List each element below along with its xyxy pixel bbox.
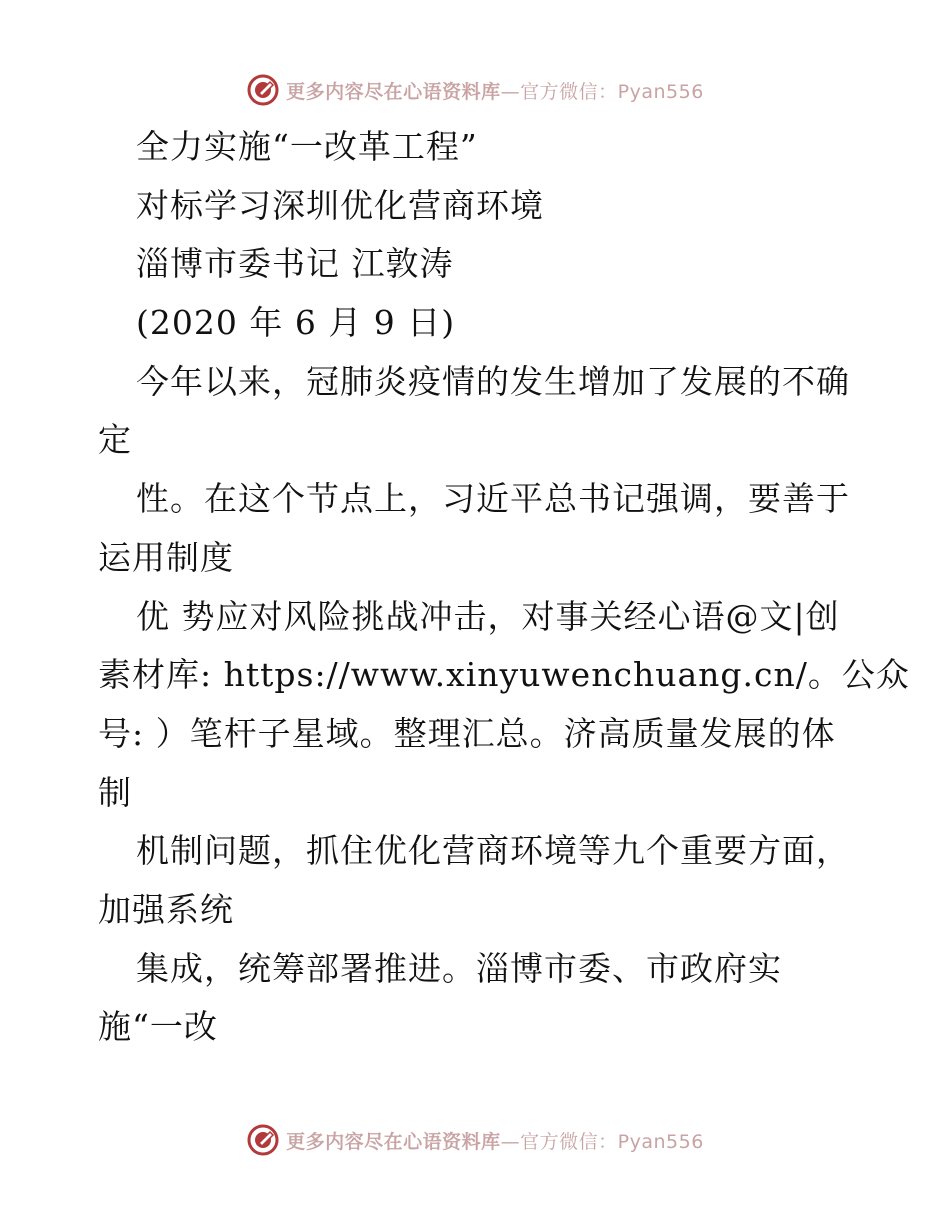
paragraph-line: 定 xyxy=(98,420,132,460)
paragraph-line: 今年以来，冠肺炎疫情的发生增加了发展的不确 xyxy=(136,361,850,401)
watermark-text: 更多内容尽在心语资料库—官方微信：Pyan556 xyxy=(286,1130,704,1153)
document-body xyxy=(98,118,910,1057)
paragraph-line: 加强系统 xyxy=(98,889,234,929)
paragraph-line: 性。在这个节点上，习近平总书记强调，要善于 xyxy=(136,479,850,519)
watermark-logo-icon xyxy=(246,1123,280,1157)
document-date: (2020 年 6 月 9 日) xyxy=(136,303,456,343)
paragraph-line: 机制问题，抓住优化营商环境等九个重要方面， xyxy=(136,831,850,871)
paragraph-line: 优 势应对风险挑战冲击，对事关经心语@文|创 xyxy=(136,596,840,636)
document-subtitle: 对标学习深圳优化营商环境 xyxy=(136,185,544,225)
paragraph-line: 号: ）笔杆子星域。整理汇总。济高质量发展的体 xyxy=(98,713,836,753)
document-title: 全力实施“一改革工程” xyxy=(136,127,478,166)
paragraph-line: 制 xyxy=(98,772,132,812)
watermark-footer xyxy=(0,1120,950,1160)
paragraph-line: 集成，统筹部署推进。淄博市委、市政府实 xyxy=(136,948,782,988)
paragraph-line: 施“一改 xyxy=(98,1007,218,1047)
watermark-header xyxy=(0,70,950,110)
paragraph-line: 运用制度 xyxy=(98,537,234,577)
watermark-text: 更多内容尽在心语资料库—官方微信：Pyan556 xyxy=(286,80,704,103)
document-author: 淄博市委书记 江敦涛 xyxy=(136,244,454,284)
watermark-logo-icon xyxy=(246,73,280,107)
paragraph-line: 素材库: https://www.xinyuwenchuang.cn/。公众 xyxy=(98,655,910,695)
